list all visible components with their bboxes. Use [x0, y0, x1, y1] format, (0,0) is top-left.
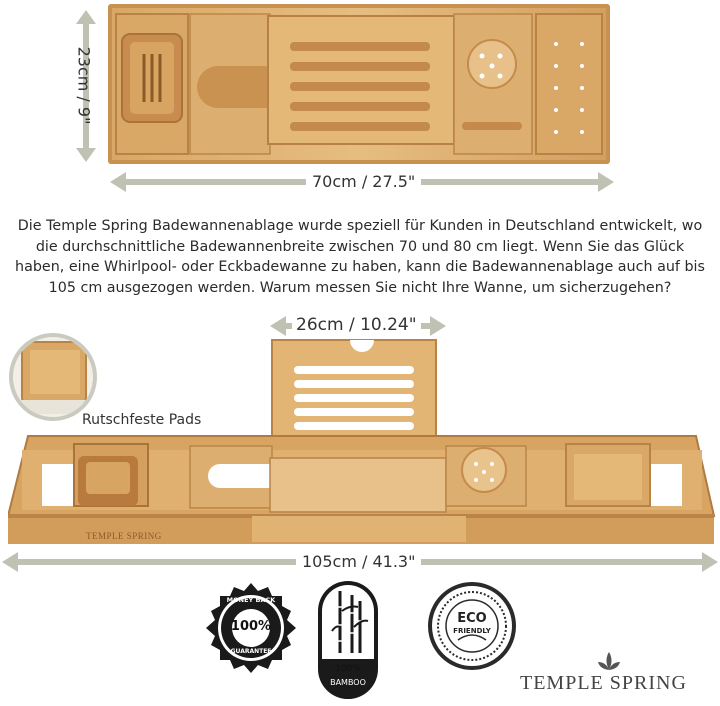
width-dimension-label: 70cm / 27.5" — [306, 172, 421, 191]
eco-line1: ECO — [457, 611, 487, 626]
caddy-engraving: TEMPLE SPRING — [86, 531, 162, 541]
eco-line2: FRIENDLY — [453, 627, 491, 635]
pads-label: Rutschfeste Pads — [82, 412, 202, 428]
lotus-logo-icon — [594, 650, 624, 674]
top-view-photo — [108, 4, 610, 164]
full-width-label: 105cm / 41.3" — [296, 552, 421, 571]
money-back-center-text: 100% — [230, 619, 272, 634]
svg-text:★ ★ ★: ★ ★ ★ — [236, 613, 260, 621]
eco-friendly-badge — [428, 582, 516, 670]
description-paragraph: Die Temple Spring Badewannenablage wurde speziell für Kunden in Deutschland entwickelt, wo die durchschnittliche Badewannenbreite zwischen 70 und 80 cm liegt. Wenn Sie das Glück haben, eine Whirlpool- oder Eckbadewanne zu haben, kann die Badewannenablage auch auf bis 105 cm ausgezogen werden. Warum messen Sie nicht Ihre Wanne, um sicherzugehen? — [15, 218, 705, 296]
bamboo-line2: BAMBOO — [330, 678, 366, 687]
bamboo-line1: 100% — [335, 664, 361, 674]
stand-width-label: 26cm / 10.24" — [292, 315, 421, 335]
money-back-bottom-text: GUARANTEE — [230, 648, 272, 655]
money-back-top-text: MONEY BACK — [226, 596, 276, 604]
brand-logo-text: TEMPLE SPRING — [520, 672, 687, 694]
height-dimension-label: 23cm / 9" — [74, 46, 94, 125]
extended-caddy-photo — [8, 338, 716, 552]
